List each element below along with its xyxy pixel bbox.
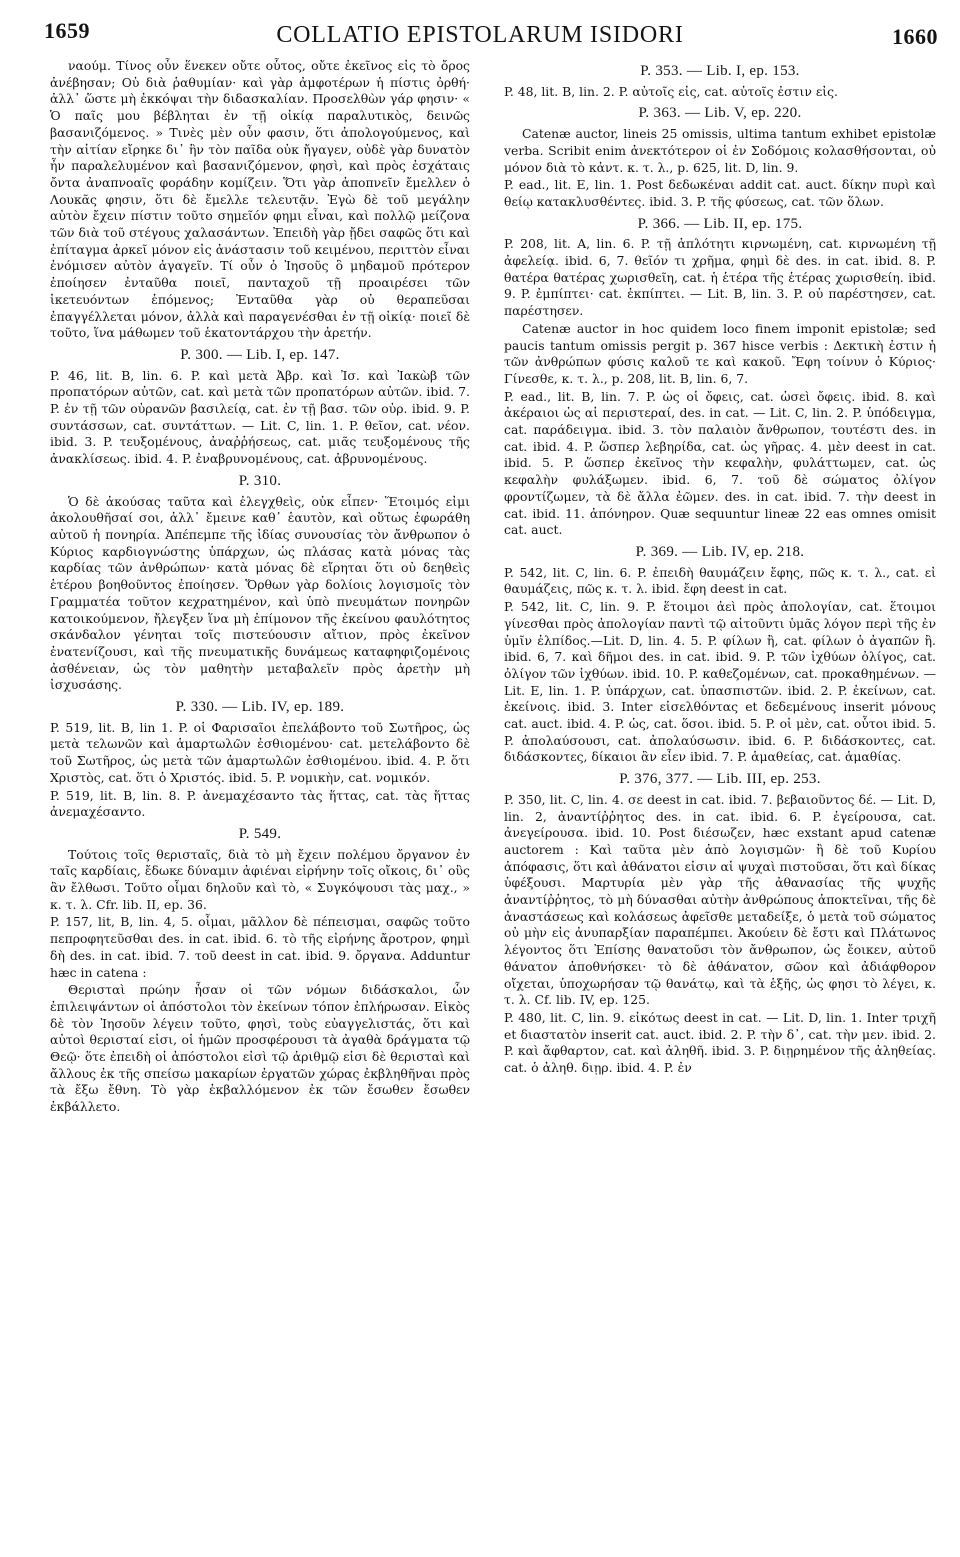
paragraph: P. 480, lit. C, lin. 9. εἰκότως deest in cat. — Lit. D, lin. 1. Inter τριχῆ et διαστατὸν inserit cat. auct. ibid. 2. P. τὴν δ᾽, cat. τὴν μεν. ibid. 2. P. καὶ ἄφθαρτον, cat. καὶ ἀληθῆ. ibid. 3. P. διῃρημένον τῆς ἀληθείας. cat. ὁ ἀληθ. διῃρ. ibid. 4. P. ἐν: [504, 1009, 936, 1076]
paragraph: P. ead., lit. B, lin. 7. P. ὡς οἱ ὄφεις, cat. ὡσεὶ ὄφεις. ibid. 8. καὶ ἀκέραιοι ὡς αἱ περιστεραί, des. in cat. — Lit. C, lin. 2. P. ὑπόδειγμα, cat. παράδειγμα. ibid. 3. τὸν παλαιὸν ἄνθρωπον, τουτέστι des. in cat. ibid. 4. P. ὥσπερ λεβηρίδα, cat. ὡς γῆρας. 4. μὲν deest in cat. ibid. 5. P. ὥσπερ ἐκεῖνος τὴν κεφαλὴν, φυλάττωμεν, cat. ὡς κεφαλὴν φυλάξωμεν. ibid. 6, 7. τοῦ δὲ σώματος ὀλίγον φροντίζωμεν, τὰ δὲ ἄλλα ἐῶμεν. des. in cat. ibid. 7. τὴν deest in cat. ibid. 11. ἀπόνηρον. Quæ sequuntur lineæ 22 eas omnes omisit cat. auct.: [504, 388, 936, 538]
paragraph: Θερισταὶ πρώην ἦσαν οἱ τῶν νόμων διδάσκαλοι, ὧν ἐπιλειψάντων οἱ ἀπόστολοι τὸν ἐκείνων τόπον ἐπλήρωσαν. Εἰκὸς δὲ τὸν Ἰησοῦν λέγειν τοῦτο, φησὶ, τοὺς εὐαγγελιστάς, ὅτι καὶ αὐτοὶ θερισταί εἰσι, οἱ ἡμῶν προσφέρουσι τὰ ἀγαθὰ δράγματα τῷ Θεῷ· ὅτε ἐπειδὴ οἱ ἀπόστολοι εἰσὶ τῷ ἀριθμῷ εἰσι δὲ θερισταὶ καὶ ἄλλους ἐκ τῆς σπείσω μακαρίων ἐργατῶν χώρας ἐκβληθῆναι πρὸς τὰ ἔξω ἔθνη. Τὸ γὰρ ἐκβαλλόμενον ἐκ τῶν ἔσωθεν ἔσωθεν ἐκβάλλετο.: [50, 982, 470, 1115]
paragraph: ναούμ. Τίνος οὖν ἕνεκεν οὔτε οὗτος, οὔτε ἐκεῖνος εἰς τὸ ὄρος ἀνέβησαν; Οὐ διὰ ῥαθυμίαν· καὶ γὰρ ἀμφοτέρων ἡ πίστις ὀρθή· ἀλλ᾽ ὥστε μὴ ἐκκόψαι τὴν διδασκαλίαν. Προσελθὼν γάρ φησιν· « Ὁ παῖς μου βέβληται ἐν τῇ οἰκίᾳ παραλυτικὸς, δεινῶς βασανιζόμενος. » Τινὲς μὲν οὖν φασιν, ὅτι ἀπολογούμενος, καὶ τὴν αἰτίαν εἴρηκε δι᾽ ἣν τὸν παῖδα οὐκ ἤγαγεν, οὐδὲ γὰρ δυνατὸν ἦν παραλελυμένον καὶ βασανιζόμενον, φησὶ, καὶ πρὸς ἐσχάταις ὄντα ἀναπνοαῖς φοράδην κομίζειν. Ὅτι γὰρ ἀποπνεῖν ἔμελλεν ὁ Λουκᾶς φησιν, ὅτι δὲ ἔμελλε τελευτᾷν. Ἐγὼ δὲ τοῦ μεγάλην αὐτὸν ἔχειν πίστιν τοῦτο σημεῖόν φημι εἶναι, καὶ πολλῷ μείζονα τῶν διὰ τοῦ στέγους χαλασάντων. Ἐπειδὴ γὰρ ᾔδει σαφῶς ὅτι καὶ ἐπίταγμα ἀρκεῖ μόνον εἰς ἀνάστασιν τοῦ κειμένου, περιττὸν εἶναι ἐνόμισεν αὐτὸν ἀγαγεῖν. Τί οὖν ὁ Ἰησοῦς ὃ μηδαμοῦ πρότερον ἐποίησεν ἐνταῦθα ποιεῖ, πανταχοῦ τῇ προαιρέσει τῶν ἱκετευόντων ἑπόμενος; Ἐνταῦθα γὰρ οὐ θεραπεῦσαι ἐπαγγέλλεται μόνον, ἀλλὰ καὶ παραγενέσθαι ἐν τῇ οἰκίᾳ· ποιεῖ δὲ τοῦτο, ἵνα μάθωμεν τοῦ ἑκατοντάρχου τὴν ἀρετήν.: [50, 58, 470, 341]
paragraph: P. 157, lit, B, lin. 4, 5. οἶμαι, μᾶλλον δὲ πέπεισμαι, σαφῶς τοῦτο πεπροφητεῦσθαι des. in cat. ibid. 6. τὸ τῆς εἰρήνης ἄροτρον, φημὶ δὴ des. in cat. ibid. 7. τοῦ deest in cat. ibid. 9. ὄργανα. Adduntur hæc in catena :: [50, 914, 470, 980]
section-heading: P. 369. — Lib. IV, ep. 218.: [635, 543, 805, 560]
paragraph: P. 350, lit. C, lin. 4. σε deest in cat. ibid. 7. βεβαιοῦντος δέ. — Lit. D, lin. 2, ἀναντίῤῥητος des. in cat. ibid. 6. P. ἐγείρουσα, cat. ἀνεγείρουσα. ibid. 10. Post διέσωζεν, hæc exstant apud catenæ auctorem : Καὶ ταῦτα μὲν ἀπὸ λογισμῶν· ἢ δὲ τοῦ Κυρίου ἀπόφασις, ὅτι καὶ ἀθάνατοι εἰσιν αἱ ψυχαὶ πιστοῦσαι, ὅτι καὶ δίκας ὑφέξουσι. Μαρτυρία μὲν γὰρ τῆς ἀθανασίας τῆς ψυχῆς ἀναντίῤῥητος, τὸ μὴ δύνασθαι αὐτὴν ἀνθρώπους ἀποκτεῖναι, τῆς δὲ ἀναστάσεως καὶ κολάσεως ἀφεῖσθε μεταδείξε, ὁ μετὰ τοῦ σώματος οὐ μὴν εἰς ἀνυπαρξίαν παραπέμπει. Ἀκούειν δὲ ἔστι καὶ Πλάτωνος λέγοντος ὅτι Ἐπίσης θανατοῦσι τὸν ἄνθρωπον, ὡς ἔοικεν, αὐτοῦ θάνατον ἀποθνήσκει· τὸ δὲ ἀθάνατον, σῶον καὶ ἀδιάφθορον οἴχεται, ὑποχωρήσαν τῷ θανάτῳ, καὶ τὰ ἑξῆς, ὡς φησι τὸ λέγει, κ. τ. λ. Cf. lib. IV, ep. 125.: [504, 791, 936, 1008]
section-heading: P. 300. — Lib. I, ep. 147.: [180, 346, 340, 363]
paragraph: P. 542, lit. C, lin. 9. P. ἕτοιμοι ἀεὶ πρὸς ἀπολογίαν, cat. ἕτοιμοι γίνεσθαι πρὸς ἀπολογίαν παντὶ τῷ αἰτοῦντι ὑμᾶς λόγον περὶ τῆς ἐν ὑμῖν ἐλπίδος.—Lit. D, lin. 4. 5. P. φίλων ἢ, cat. φίλων ὁ ἀγαπῶν ἢ. ibid. 6, 7. καὶ δῆμοι des. in cat. ibid. 9. P. τῶν ἰχθύων ὀλίγος, cat. ὀλίγον τῶν ἰχθύων. ibid. 10. P. καθεζομένων, cat. προκαθημένων. — Lit. E, lin. 1. P. ὑπάρχων, cat. ὑπασπιστῶν. ibid. 2. P. ἐκείνων, cat. ἐκείνοις. ibid. 3. Inter εἰσελθόντας et δεδεμένους inserit μόνους cat. auct. ibid. 4. P. ὡς, cat. ὅσοι. ibid. 5. P. οἱ μὲν, cat. οὗτοι ibid. 5. P. ἀπολαύσουσι, cat. ἀπολαύσωσιν. ibid. 6. P. διδάσκοντες, cat. διδάσκοντες, δίκαιοι ἂν εἶεν ibid. 7. P. ἁμαθείας, cat. ἁμαθίας.: [504, 599, 936, 765]
section-heading: P. 353. — Lib. I, ep. 153.: [640, 63, 800, 79]
paragraph: Catenæ auctor in hoc quidem loco finem imponit epistolæ; sed paucis tantum omissis pergit p. 367 hisce verbis : Δεκτικὴ ἐστιν ἡ τῶν ἀνθρώπων φύσις καλοῦ τε καὶ κακοῦ. Ἔφη τοίνυν ὁ Κύριος· Γίνεσθε, κ. τ. λ., p. 208, lit. B, lin. 6, 7.: [504, 320, 936, 386]
section-heading: P. 549.: [238, 825, 282, 842]
paragraph: P. 542, lit. C, lin. 6. P. ἐπειδὴ θαυμάζειν ἔφης, πῶς κ. τ. λ., cat. εἰ θαυμάζεις, πῶς κ. τ. λ. ibid. ἔφη deest in cat.: [504, 564, 936, 597]
section-heading: P. 366. — Lib. II, ep. 175.: [637, 215, 803, 232]
paragraph: P. ead., lit. E, lin. 1. Post δεδωκέναι addit cat. auct. δίκην πυρὶ καὶ θείῳ κατακλυσθέντες. ibid. 3. P. τῆς φύσεως, cat. τῶν ὅλων.: [504, 177, 936, 209]
section-heading: P. 363. — Lib. V, ep. 220.: [638, 105, 802, 122]
left-column: [50, 58, 470, 1518]
section-heading: P. 376, 377. — Lib. III, ep. 253.: [619, 771, 821, 788]
right-column: [504, 58, 936, 1538]
paragraph: P. 208, lit. A, lin. 6. P. τῇ ἁπλότητι κιρνωμένη, cat. κιρνωμένη τῇ ἀφελείᾳ. ibid. 6, 7. θεῖόν τι χρῆμα, φημὶ δὲ des. in cat. ibid. 8. P. θατέρα θατέρας χωρισθεῖη, cat. ἡ ἑτέρα τῆς ἑτέρας χωρισθείη. ibid. 9. P. ἐμπίπτει· cat. ἐκπίπτει. — Lit. B, lin. 3. P. οὐ παρέστησεν, cat. παρέστησεν.: [504, 236, 936, 319]
section-heading: P. 310.: [238, 472, 282, 489]
paragraph: P. 46, lit. B, lin. 6. P. καὶ μετὰ Ἀβρ. καὶ Ἰσ. καὶ Ἰακὼβ τῶν προπατόρων αὐτῶν, cat. καὶ μετὰ τῶν προπατόρων αὐτῶν. ibid. 7. P. ἐν τῇ τῶν οὐρανῶν βασιλείᾳ, cat. ἐν τῇ βασ. τῶν οὐρ. ibid. 9. P. συντάσσων, cat. συντάττων. — Lit. C, lin. 1. P. θεῖον, cat. νέον. ibid. 3. P. τευξομένους, ἀναῤῥήσεως, cat. μιᾶς τευξομένους τῆς ἀνακλίσεως. ibid. 4. P. ἐναβρυνομένους, cat. ἀβρυνομένους.: [50, 367, 470, 467]
paragraph: P. 519, lit. B, lin. 8. P. ἀνεμαχέσαντο τὰς ἥττας, cat. τὰς ἥττας ἀνεμαχέσαντο.: [50, 787, 470, 820]
paragraph: Ὁ δὲ ἀκούσας ταῦτα καὶ ἐλεγχθεὶς, οὐκ εἶπεν· Ἕτοιμός εἰμι ἀκολουθῆσαί σοι, ἀλλ᾽ ἔμεινε καθ᾽ ἑαυτὸν, καὶ οὕτως ἐφωράθη αὐτοῦ ἡ πονηρία. Ἀπέπεμπε τῆς ἰδίας συνουσίας τὸν ἄνθρωπον ὁ Κύριος καρδιογνώστης ὑπάρχων, ὡς πλάσας κατὰ μόνας τὰς καρδίας τῶν ἀνθρώπων· κατὰ μόνας δὲ εἴρηται ὅτι οὐ δεηθεὶς ἑτέρου βοηθοῦντος ἐποίησεν. Ὅρθων γὰρ δολίοις λογισμοῖς τὸν Γραμματέα τοῦτον κεχρατημένον, καὶ ὑπὸ πνευμάτων πονηρῶν κατοικούμενον, ἤλεγξεν ἵνα μὴ ἐπίμονον τῆς ἐκείνου φαυλότητος σκάνδαλον γένηται τοῖς πιστεύουσιν αἴτιον, πρὸς ἐκεῖνον ἐνατενίζουσι, καὶ τῆς πνευματικῆς δυνάμεως καταφηφιζομένοις ἀσθένειαν, ὡς τὸν μαθητὴν μεταβαλεῖν πρὸς ἀρετὴν μὴ ἰσχυσάσης.: [50, 493, 470, 693]
section-heading: P. 330. — Lib. IV, ep. 189.: [175, 699, 345, 716]
page-number-left: 1659: [44, 18, 90, 43]
page-number-right: 1660: [892, 24, 938, 49]
running-title: COLLATIO EPISTOLARUM ISIDORI: [276, 22, 684, 48]
paragraph: P. 519, lit. B, lin 1. P. οἱ Φαρισαῖοι ἐπελάβοντο τοῦ Σωτῆρος, ὡς μετὰ τελωνῶν καὶ ἁμαρτωλῶν ἐσθιομένου· cat. μετελάβοντο δὲ τοῦ Σωτῆρος, ὡς μετὰ τῶν ἁμαρτωλῶν ἐσθιομένου. ibid. 4. P. ὅτι Χριστὸς, cat. ὅτι ὁ Χριστός. ibid. 5. P. νομικὴν, cat. νομικόν.: [50, 719, 470, 785]
page-header: [0, 18, 960, 58]
paragraph: P. 48, lit. B, lin. 2. P. αὐτοῖς εἰς, cat. αὐτοῖς ἐστιν εἰς.: [504, 83, 838, 99]
paragraph: Τούτοις τοῖς θερισταῖς, διὰ τὸ μὴ ἔχειν πολέμου ὄργανον ἐν ταῖς καρδίαις, ἔδωκε δύναμιν ἀφιέναι εἰρήνην τοῖς οἴκοις, δι᾽ οὓς ἂν ἔλθωσι. Τοῦτο οἶμαι δηλοῦν καὶ τὸ, « Συγκόψουσι τὰς μαχ., » κ. τ. λ. Cfr. lib. II, ep. 36.: [50, 846, 470, 912]
paragraph: Catenæ auctor, lineis 25 omissis, ultima tantum exhibet epistolæ verba. Scribit enim ἀνεκτότερον οἱ ἐν Σοδόμοις κολασθήσονται, οὐ μόνον διὰ τὸ κἀντ. κ. τ. λ., p. 625, lit. D, lin. 9.: [504, 126, 936, 175]
